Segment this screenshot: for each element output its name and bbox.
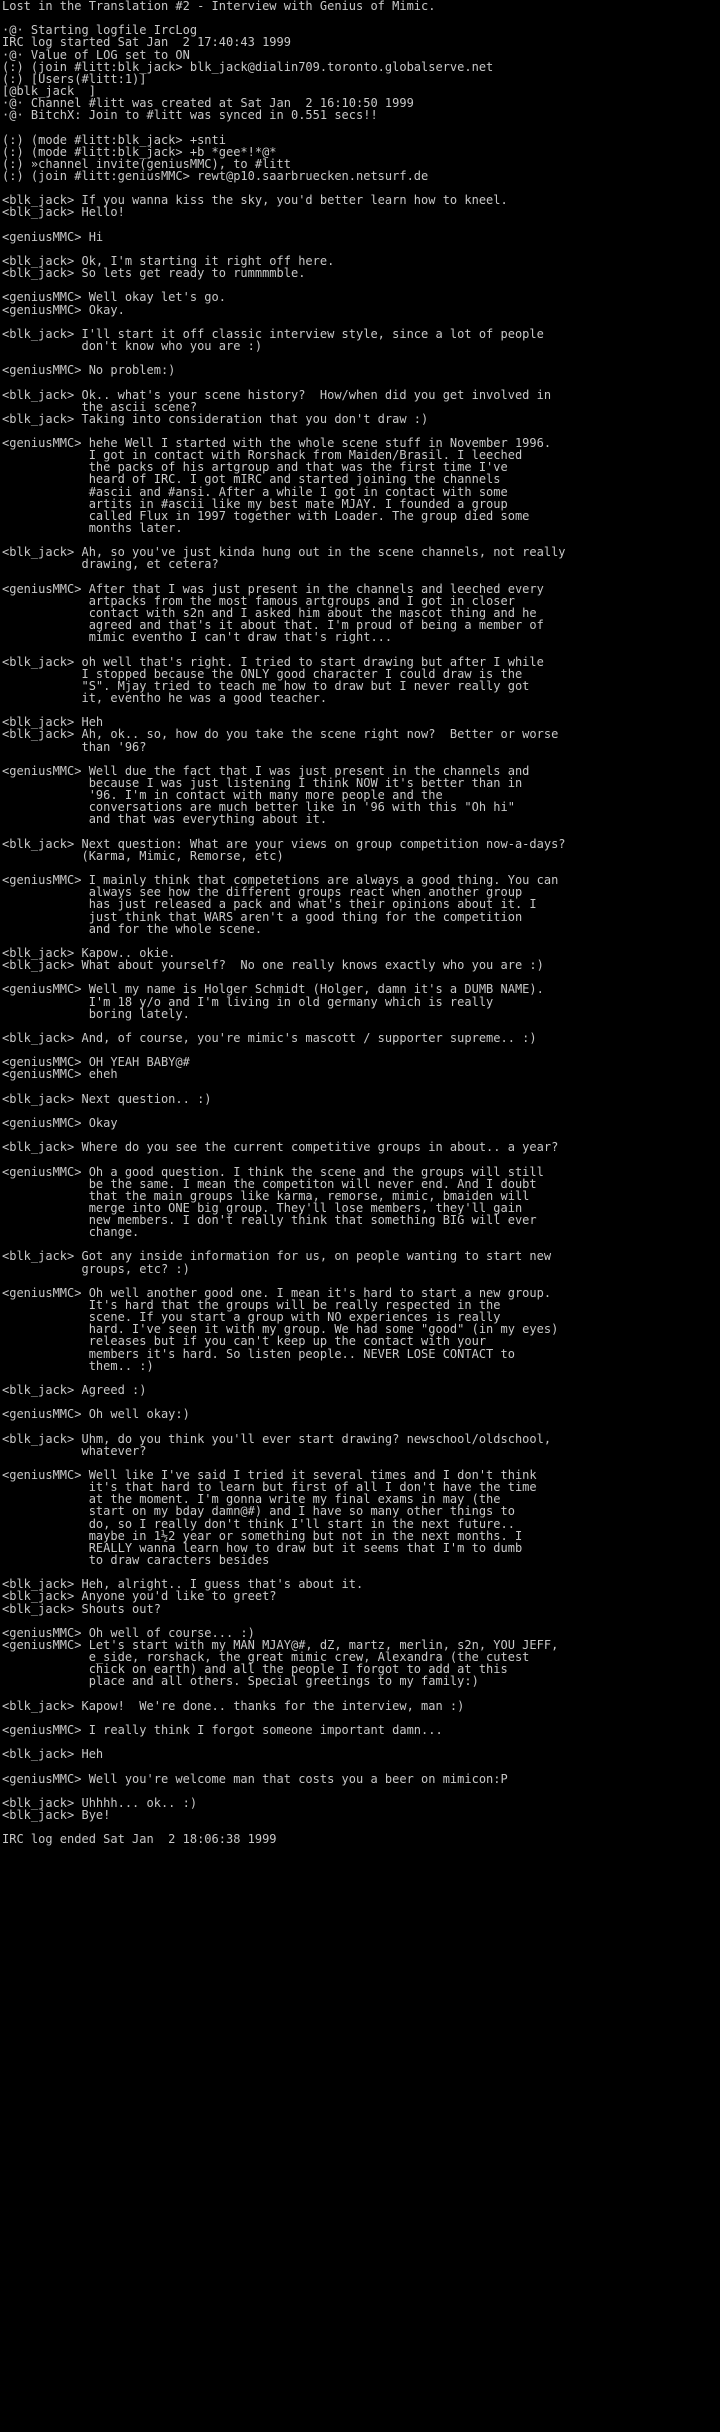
log-line: (Karma, Mimic, Remorse, etc) xyxy=(2,848,284,863)
log-line: chick on earth) and all the people I forgot to add at this xyxy=(2,1662,508,1677)
blank-line xyxy=(2,1420,720,1432)
log-line: <blk_jack> Next question: What are your views on group competition now-a-days? xyxy=(2,836,566,851)
log-line: them.. :) xyxy=(2,1358,154,1373)
log-line: I got in contact with Rorshack from Maiden/Brasil. I leeched xyxy=(2,448,523,463)
log-line: mimic eventho I can't draw that's right... xyxy=(2,630,393,645)
blank-line xyxy=(2,316,720,328)
log-line: <geniusMMC> eheh xyxy=(2,1067,118,1082)
log-line: don't know who you are :) xyxy=(2,338,263,353)
blank-line xyxy=(2,1760,720,1772)
log-line: <blk_jack> Bye! xyxy=(2,1807,111,1822)
log-line: <geniusMMC> I mainly think that competetions are always a good thing. You can xyxy=(2,873,559,888)
log-line: I stopped because the ONLY good character I could draw is the xyxy=(2,666,523,681)
log-line: <geniusMMC> Hi xyxy=(2,229,104,244)
log-line: <blk_jack> Heh, alright.. I guess that's about it. xyxy=(2,1577,364,1592)
log-line: [@blk_jack ] xyxy=(2,83,96,98)
log-line: It's hard that the groups will be really respected in the xyxy=(2,1298,501,1313)
log-line: releases but if you can't keep up the contact with your xyxy=(2,1334,487,1349)
log-line: <blk_jack> Uhhhh... ok.. :) xyxy=(2,1795,198,1810)
log-line: #ascii and #ansi. After a while I got in contact with some xyxy=(2,484,508,499)
log-line: at the moment. I'm gonna write my final exams in may (the xyxy=(2,1492,501,1507)
blank-line xyxy=(2,219,720,231)
blank-line xyxy=(2,1736,720,1748)
log-line: (:) (join #litt:blk_jack> blk_jack@dialin709.toronto.globalserve.net xyxy=(2,59,494,74)
log-line: <blk_jack> If you wanna kiss the sky, you'd better learn how to kneel. xyxy=(2,193,508,208)
log-line: <blk_jack> oh well that's right. I tried to start drawing but after I while xyxy=(2,654,544,669)
log-line: ·@· Value of LOG set to ON xyxy=(2,47,190,62)
log-line: <blk_jack> Hello! xyxy=(2,205,125,220)
log-line: has just released a pack and what's their opinions about it. I xyxy=(2,897,537,912)
log-line: <blk_jack> Next question.. :) xyxy=(2,1091,212,1106)
log-line: scene. If you start a group with NO experiences is really xyxy=(2,1310,501,1325)
log-line: <blk_jack> I'll start it off classic interview style, since a lot of people xyxy=(2,326,544,341)
log-line: contact with s2n and I asked him about the mascot thing and he xyxy=(2,606,537,621)
log-line: REALLY wanna learn how to draw but it seems that I'm to dumb xyxy=(2,1540,523,1555)
blank-line xyxy=(2,826,720,838)
log-line: <geniusMMC> Well like I've said I tried it several times and I don't think xyxy=(2,1468,537,1483)
log-line: whatever? xyxy=(2,1443,147,1458)
log-line: <blk_jack> Where do you see the current competitive groups in about.. a year? xyxy=(2,1140,559,1155)
log-line: called Flux in 1997 together with Loader. The group died some xyxy=(2,508,530,523)
log-line: <blk_jack> Shouts out? xyxy=(2,1601,161,1616)
blank-line xyxy=(2,1688,720,1700)
log-line: always see how the different groups react when another group xyxy=(2,885,523,900)
log-line: <geniusMMC> Oh a good question. I think the scene and the groups will still xyxy=(2,1164,544,1179)
log-line: change. xyxy=(2,1225,140,1240)
document-title: Lost in the Translation #2 - Interview with Genius of Mimic. xyxy=(2,0,436,13)
log-line: <geniusMMC> Well you're welcome man that costs you a beer on mimicon:P xyxy=(2,1771,508,1786)
log-line: (:) (join #litt:geniusMMC> rewt@p10.saarbruecken.netsurf.de xyxy=(2,168,429,183)
log-line: be the same. I mean the competiton will never end. And I doubt xyxy=(2,1176,537,1191)
log-line: <blk_jack> What about yourself? No one really knows exactly who you are :) xyxy=(2,958,544,973)
log-line: that the main groups like karma, remorse, mimic, bmaiden will xyxy=(2,1188,530,1203)
log-line: boring lately. xyxy=(2,1006,190,1021)
log-line: conversations are much better like in '96 with this "Oh hi" xyxy=(2,800,515,815)
log-line: <geniusMMC> Well okay let's go. xyxy=(2,290,226,305)
log-line: (:) »channel invite(geniusMMC), to #litt xyxy=(2,156,291,171)
log-line: do, so I really don't think I'll start in the next future.. xyxy=(2,1516,515,1531)
log-line: months later. xyxy=(2,521,183,536)
log-line: (:) (mode #litt:blk_jack> +snti xyxy=(2,132,226,147)
blank-line xyxy=(2,376,720,388)
log-line: the packs of his artgroup and that was the first time I've xyxy=(2,460,508,475)
log-line: <blk_jack> And, of course, you're mimic's mascott / supporter supreme.. :) xyxy=(2,1030,537,1045)
log-line: just think that WARS aren't a good thing for the competition xyxy=(2,909,523,924)
log-line: <blk_jack> So lets get ready to rummmmble. xyxy=(2,266,306,281)
log-line: ·@· Channel #litt was created at Sat Jan 2 16:10:50 1999 xyxy=(2,96,414,111)
log-line: heard of IRC. I got mIRC and started joining the channels xyxy=(2,472,501,487)
log-line: <geniusMMC> I really think I forgot someone important damn... xyxy=(2,1722,443,1737)
log-line: <blk_jack> Ah, ok.. so, how do you take the scene right now? Better or worse xyxy=(2,727,559,742)
log-line: groups, etc? :) xyxy=(2,1261,190,1276)
log-line: <geniusMMC> After that I was just present in the channels and leeched every xyxy=(2,581,544,596)
log-line: IRC log started Sat Jan 2 17:40:43 1999 xyxy=(2,35,291,50)
log-line: <blk_jack> Taking into consideration that you don't draw :) xyxy=(2,411,429,426)
log-line: <blk_jack> Kapow.. okie. xyxy=(2,945,176,960)
log-line: <geniusMMC> Oh well okay:) xyxy=(2,1407,190,1422)
log-line: <blk_jack> Uhm, do you think you'll ever start drawing? newschool/oldschool, xyxy=(2,1431,552,1446)
log-line: and that was everything about it. xyxy=(2,812,328,827)
log-line: drawing, et cetera? xyxy=(2,557,219,572)
log-line: <blk_jack> Heh xyxy=(2,1747,104,1762)
log-line: <blk_jack> Heh xyxy=(2,715,104,730)
log-line: <blk_jack> Ok, I'm starting it right off here. xyxy=(2,253,335,268)
log-line: members it's hard. So listen people.. NEVER LOSE CONTACT to xyxy=(2,1346,515,1361)
log-line: ·@· Starting logfile IrcLog xyxy=(2,23,198,38)
log-line: '96. I'm in contact with many more people and the xyxy=(2,788,443,803)
log-line: <blk_jack> Ok.. what's your scene history? How/when did you get involved in xyxy=(2,387,552,402)
log-line: (:) (mode #litt:blk_jack> +b *gee*!*@* xyxy=(2,144,277,159)
log-line: hard. I've seen it with my group. We had some "good" (in my eyes) xyxy=(2,1322,559,1337)
log-line: <geniusMMC> Oh well another good one. I mean it's hard to start a new group. xyxy=(2,1285,552,1300)
log-line: than '96? xyxy=(2,739,147,754)
log-line: <geniusMMC> Oh well of course... :) xyxy=(2,1625,255,1640)
log-line: artits in #ascii like my best mate MJAY. I founded a group xyxy=(2,496,508,511)
log-line: it's that hard to learn but first of all I don't have the time xyxy=(2,1480,537,1495)
log-line: <geniusMMC> Well my name is Holger Schmidt (Holger, damn it's a DUMB NAME). xyxy=(2,982,544,997)
log-line: <geniusMMC> Let's start with my MAN MJAY@#, dZ, martz, merlin, s2n, YOU JEFF, xyxy=(2,1637,559,1652)
log-line: agreed and that's it about that. I'm proud of being a member of xyxy=(2,618,544,633)
blank-line xyxy=(2,643,720,655)
log-line: new members. I don't really think that something BIG will ever xyxy=(2,1213,537,1228)
log-line: <geniusMMC> Okay xyxy=(2,1115,118,1130)
blank-line xyxy=(2,1785,720,1797)
log-line: <blk_jack> Agreed :) xyxy=(2,1383,147,1398)
blank-line xyxy=(2,704,720,716)
log-line: the ascii scene? xyxy=(2,399,198,414)
log-line: maybe in 1½2 year or something but not in the next months. I xyxy=(2,1528,523,1543)
log-line: <blk_jack> Got any inside information for us, on people wanting to start new xyxy=(2,1249,552,1264)
log-line: <blk_jack> Kapow! We're done.. thanks for the interview, man :) xyxy=(2,1698,465,1713)
log-line: artpacks from the most famous artgroups and I got in closer xyxy=(2,593,515,608)
log-line: <geniusMMC> OH YEAH BABY@# xyxy=(2,1055,190,1070)
log-line: it, eventho he was a good teacher. xyxy=(2,691,328,706)
blank-line xyxy=(2,121,720,133)
log-line: "S". Mjay tried to teach me how to draw but I never really got xyxy=(2,678,530,693)
log-line: ·@· BitchX: Join to #litt was synced in 0.551 secs!! xyxy=(2,108,378,123)
blank-line xyxy=(2,571,720,583)
log-line: place and all others. Special greetings to my family:) xyxy=(2,1674,479,1689)
log-line: <geniusMMC> Okay. xyxy=(2,302,125,317)
log-line: to draw caracters besides xyxy=(2,1553,270,1567)
log-line: and for the whole scene. xyxy=(2,921,263,936)
log-line: <geniusMMC> Well due the fact that I was just present in the channels and xyxy=(2,763,530,778)
log-line: <geniusMMC> No problem:) xyxy=(2,363,176,378)
log-line: I'm 18 y/o and I'm living in old germany which is really xyxy=(2,994,494,1009)
log-line: IRC log ended Sat Jan 2 18:06:38 1999 xyxy=(2,1832,277,1847)
log-line: (:) [Users(#litt:1)] xyxy=(2,71,147,86)
log-line: <geniusMMC> hehe Well I started with the whole scene stuff in November 1996. xyxy=(2,436,552,451)
log-line: <blk_jack> Anyone you'd like to greet? xyxy=(2,1589,277,1604)
log-line: merge into ONE big group. They'll lose members, they'll gain xyxy=(2,1200,523,1215)
blank-line xyxy=(2,1081,720,1093)
log-line: because I was just listening I think NOW it's better than in xyxy=(2,776,523,790)
log-line: start on my bday damn@#) and I have so many other things to xyxy=(2,1504,515,1519)
log-line: <blk_jack> Ah, so you've just kinda hung out in the scene channels, not really xyxy=(2,545,566,560)
log-line: e_side, rorshack, the great mimic crew, Alexandra (the cutest xyxy=(2,1650,530,1665)
blank-line xyxy=(2,1153,720,1165)
